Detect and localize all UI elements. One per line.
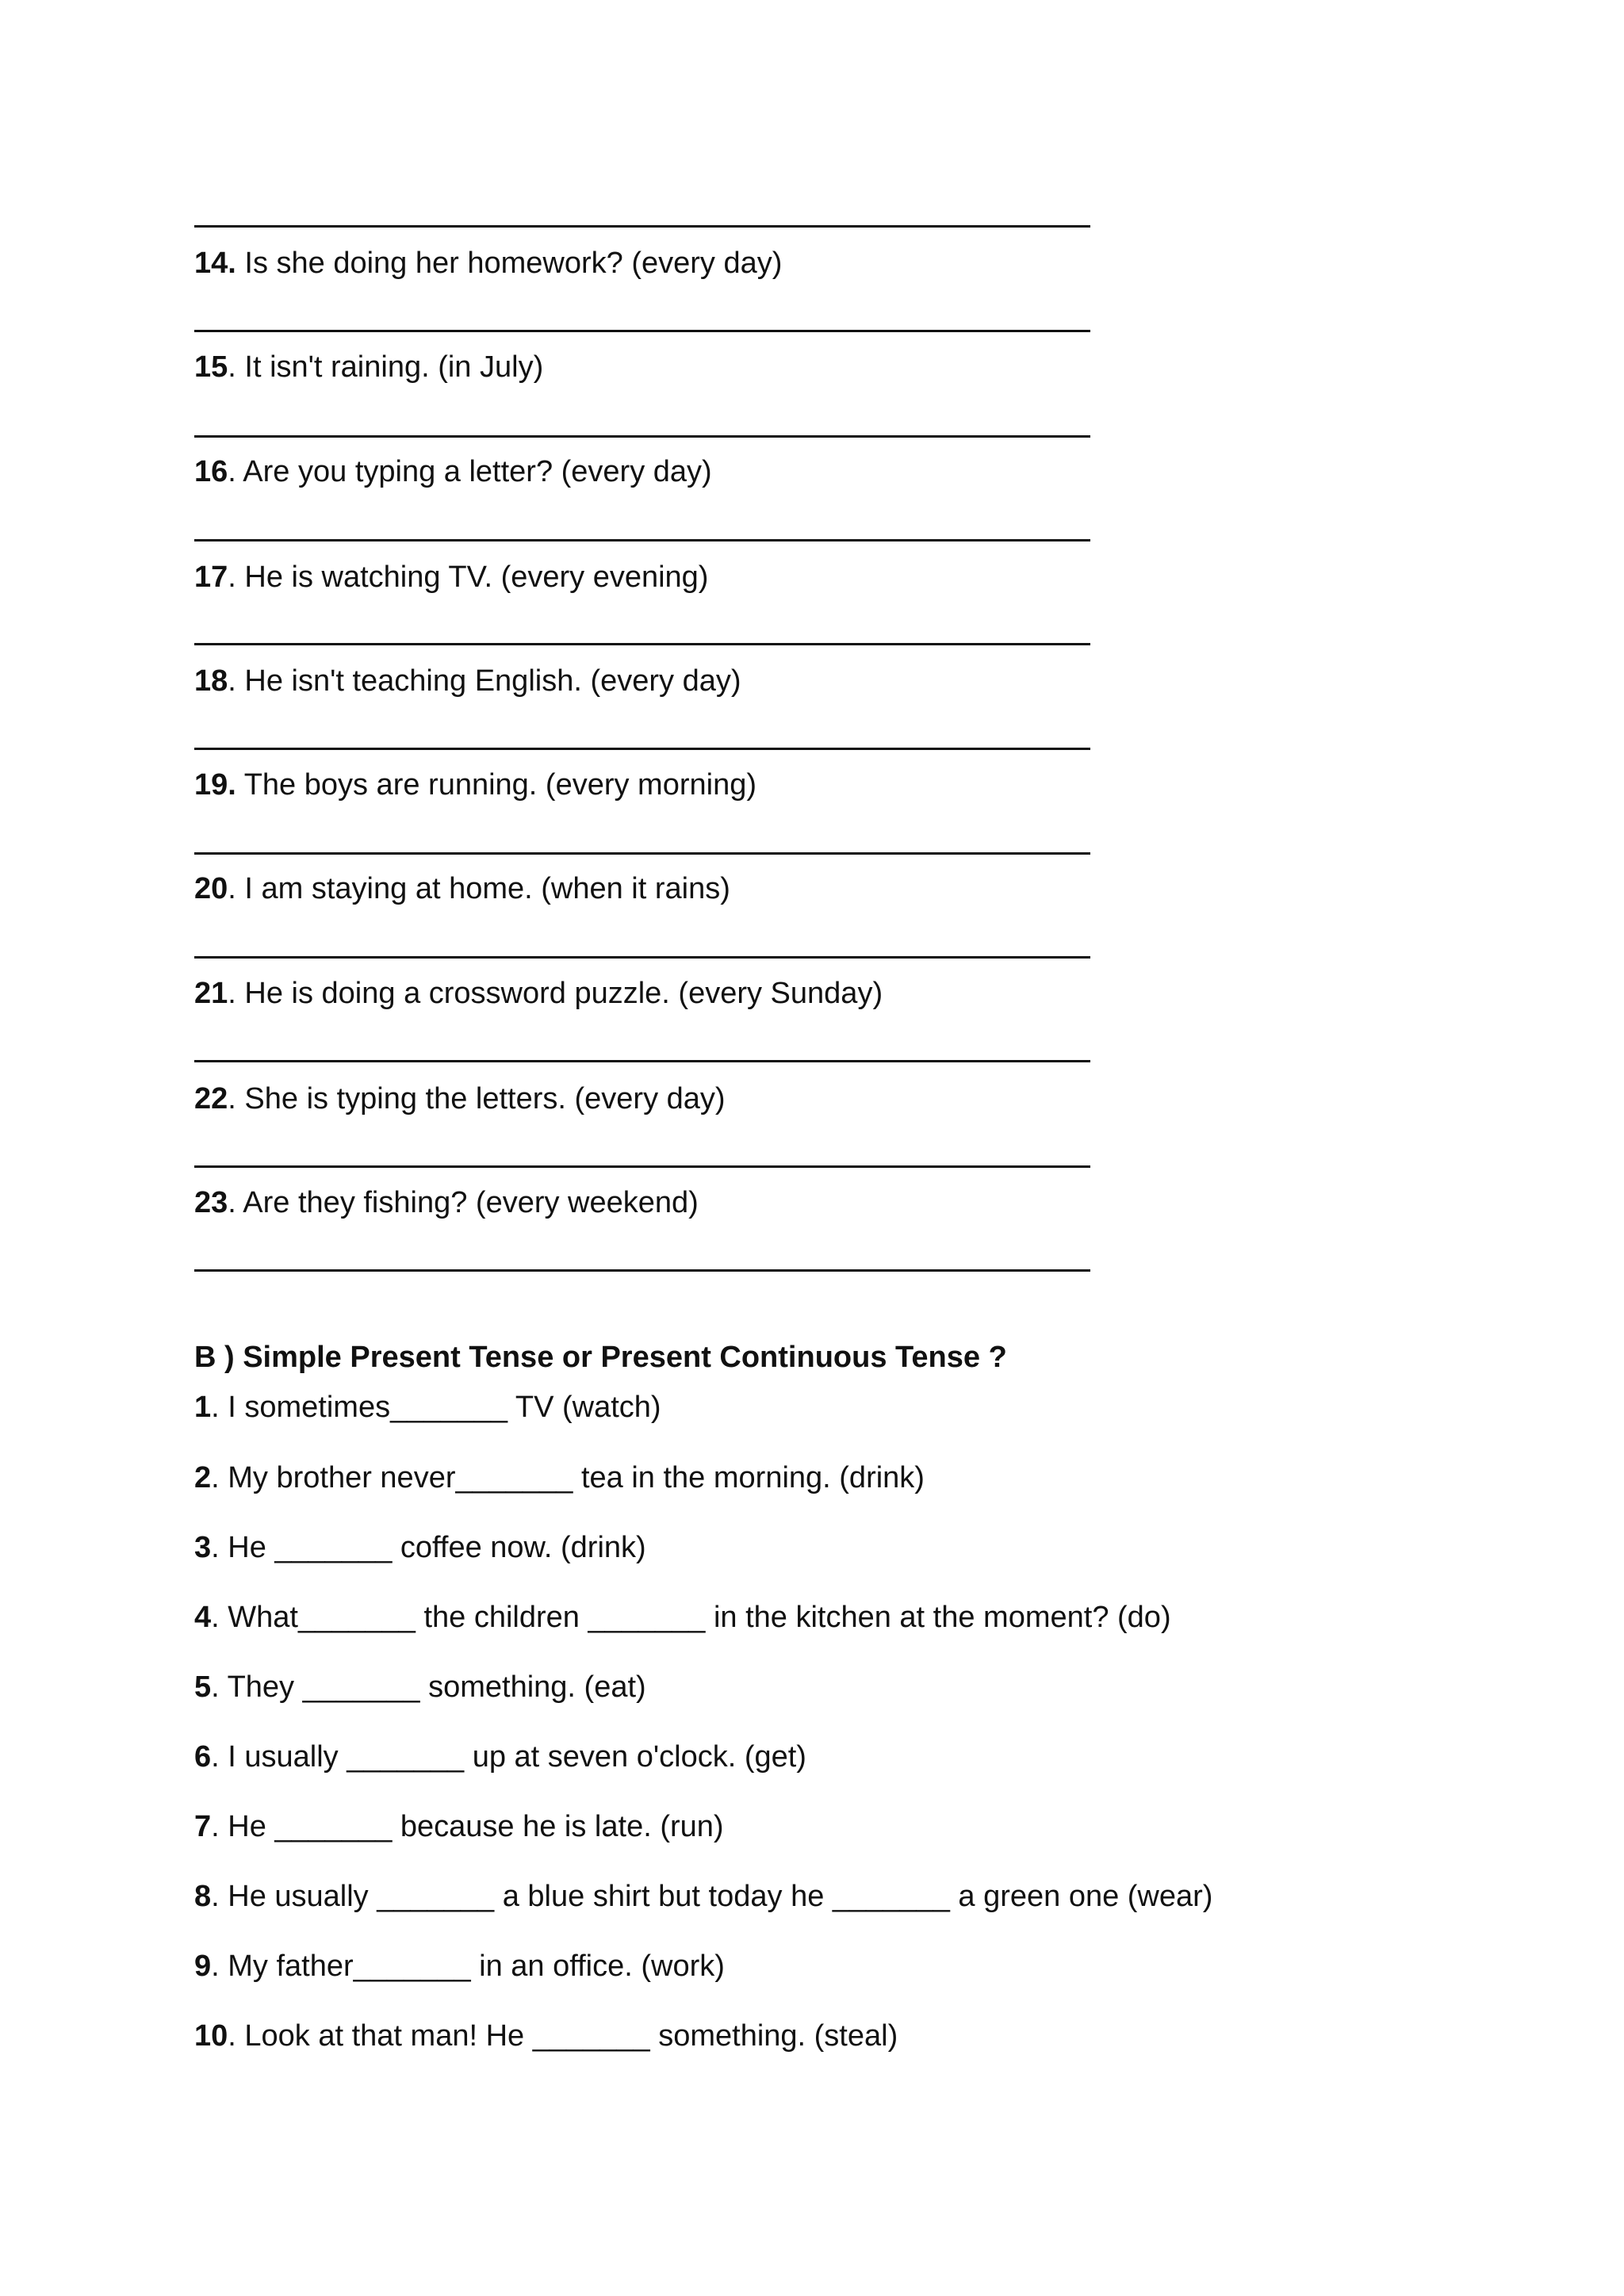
- question-15: [194, 350, 543, 385]
- question-number: 19.: [194, 768, 236, 802]
- item-text: . What_______ the children _______ in the kitchen at the moment? (do): [211, 1601, 1171, 1634]
- question-text: . It isn't raining. (in July): [228, 350, 544, 384]
- item-number: 8: [194, 1880, 212, 1913]
- item-text: . Look at that man! He _______ something. (steal): [228, 2019, 898, 2053]
- question-number: 23: [194, 1186, 228, 1219]
- question-number: 15: [194, 350, 228, 384]
- answer-line[interactable]: [194, 643, 1090, 645]
- item-text: . They _______ something. (eat): [211, 1670, 646, 1704]
- item-text: . He _______ coffee now. (drink): [211, 1531, 646, 1564]
- section-b-item-2: [194, 1460, 925, 1495]
- item-number: 5: [194, 1670, 212, 1704]
- answer-line[interactable]: [194, 225, 1090, 228]
- item-number: 6: [194, 1740, 212, 1774]
- question-number: 16: [194, 455, 228, 488]
- question-17: [194, 560, 708, 595]
- question-text: . He isn't teaching English. (every day): [228, 664, 741, 698]
- item-text: . He usually _______ a blue shirt but today he _______ a green one (wear): [211, 1880, 1213, 1913]
- question-19: [194, 767, 756, 802]
- question-text: Is she doing her homework? (every day): [236, 247, 783, 280]
- item-number: 10: [194, 2019, 228, 2053]
- question-text: . Are they fishing? (every weekend): [228, 1186, 699, 1219]
- question-text: . He is watching TV. (every evening): [228, 561, 709, 594]
- item-number: 1: [194, 1391, 212, 1424]
- section-b-item-10: [194, 2019, 898, 2053]
- section-b-item-4: [194, 1600, 1171, 1635]
- answer-line[interactable]: [194, 748, 1090, 750]
- question-14: [194, 246, 782, 281]
- question-21: [194, 976, 883, 1011]
- item-number: 2: [194, 1461, 212, 1494]
- question-22: [194, 1081, 726, 1116]
- item-text: . I sometimes_______ TV (watch): [211, 1391, 661, 1424]
- question-number: 21: [194, 977, 228, 1010]
- answer-line[interactable]: [194, 956, 1090, 959]
- section-b-item-8: [194, 1879, 1212, 1914]
- question-text: . I am staying at home. (when it rains): [228, 872, 730, 905]
- item-text: . My father_______ in an office. (work): [211, 1950, 725, 1983]
- question-number: 14.: [194, 247, 236, 280]
- section-b-heading: B ) Simple Present Tense or Present Continuous Tense ?: [194, 1341, 1007, 1374]
- item-number: 9: [194, 1950, 212, 1983]
- section-b-item-6: [194, 1739, 806, 1774]
- question-text: . She is typing the letters. (every day): [228, 1082, 726, 1115]
- question-18: [194, 664, 741, 698]
- item-text: . My brother never_______ tea in the morning. (drink): [211, 1461, 925, 1494]
- section-b-item-9: [194, 1949, 725, 1984]
- question-16: [194, 454, 712, 489]
- answer-line[interactable]: [194, 1165, 1090, 1168]
- answer-line[interactable]: [194, 1060, 1090, 1062]
- item-number: 3: [194, 1531, 212, 1564]
- question-23: [194, 1185, 699, 1220]
- question-number: 17: [194, 561, 228, 594]
- question-20: [194, 871, 730, 906]
- answer-line[interactable]: [194, 435, 1090, 438]
- section-b-item-7: [194, 1809, 724, 1844]
- question-text: . Are you typing a letter? (every day): [228, 455, 712, 488]
- question-number: 20: [194, 872, 228, 905]
- section-b-item-3: [194, 1530, 646, 1565]
- item-text: . He _______ because he is late. (run): [211, 1810, 724, 1843]
- item-number: 7: [194, 1810, 212, 1843]
- item-number: 4: [194, 1601, 212, 1634]
- answer-line[interactable]: [194, 539, 1090, 541]
- question-text: . He is doing a crossword puzzle. (every Sunday): [228, 977, 883, 1010]
- question-text: The boys are running. (every morning): [236, 768, 756, 802]
- question-number: 18: [194, 664, 228, 698]
- answer-line[interactable]: [194, 330, 1090, 332]
- section-b-item-5: [194, 1670, 646, 1705]
- item-text: . I usually _______ up at seven o'clock. (get): [211, 1740, 806, 1774]
- answer-line[interactable]: [194, 852, 1090, 855]
- question-number: 22: [194, 1082, 228, 1115]
- answer-line[interactable]: [194, 1269, 1090, 1272]
- section-b-item-1: [194, 1390, 661, 1425]
